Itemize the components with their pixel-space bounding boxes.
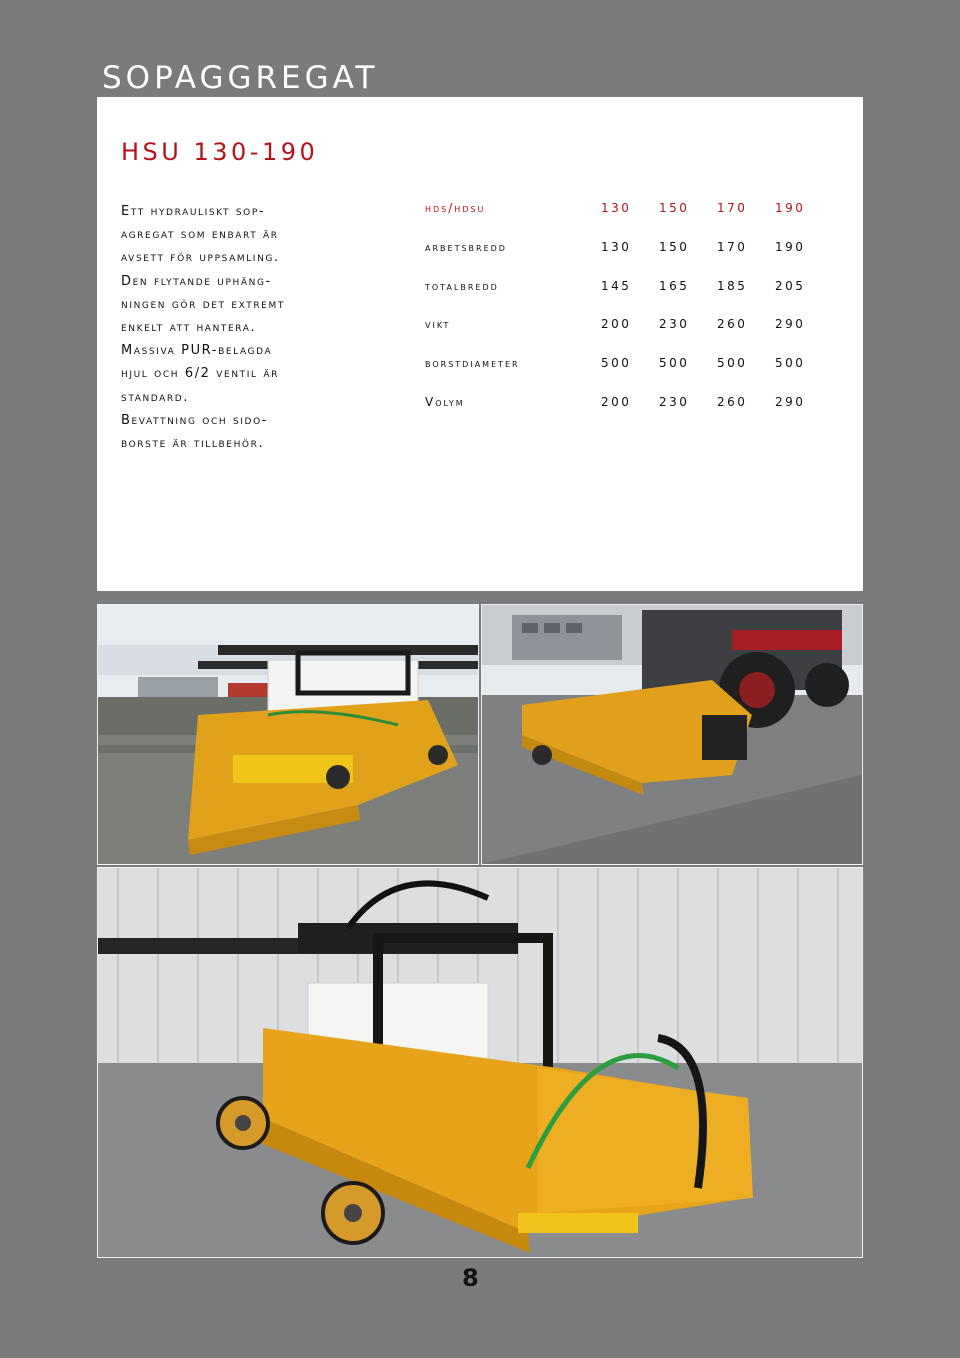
product-model-heading: HSU 130-190 [121, 138, 319, 166]
spec-value: 290 [775, 394, 806, 409]
sweeper-lifted-illustration [98, 605, 478, 864]
description-line: agregat som enbart är [121, 227, 279, 243]
spec-value: 205 [775, 278, 806, 293]
spec-value: 500 [601, 356, 632, 371]
spec-value: 130 [601, 239, 632, 254]
spec-row [425, 356, 833, 395]
spec-value: 290 [775, 317, 806, 332]
description-line: avsett för uppsamling. [121, 250, 280, 266]
spec-value: 260 [717, 394, 748, 409]
spec-value: 500 [717, 356, 748, 371]
content-panel [97, 97, 863, 591]
page-title: SOPAGGREGAT [102, 60, 379, 96]
spec-row [425, 395, 833, 434]
spec-table [425, 201, 833, 434]
description-line: borste är tillbehör. [121, 436, 265, 452]
spec-value: 165 [659, 278, 690, 293]
spec-label: totalbredd [425, 278, 499, 293]
description-line: Bevattning och sido- [121, 412, 269, 428]
spec-value: 200 [601, 394, 632, 409]
spec-value: 145 [601, 278, 632, 293]
sweeper-tractor-photo [482, 605, 862, 864]
description-line: enkelt att hantera. [121, 320, 257, 336]
spec-label: Volym [425, 394, 465, 409]
spec-row [425, 279, 833, 318]
sweeper-closeup-illustration [98, 868, 862, 1257]
spec-value: 190 [775, 239, 806, 254]
spec-header-value: 150 [659, 201, 690, 215]
spec-header-row [425, 201, 833, 240]
spec-value: 260 [717, 317, 748, 332]
spec-header-label: hds/hdsu [425, 201, 486, 215]
spec-header-value: 170 [717, 201, 748, 215]
sweeper-lifted-photo [98, 605, 478, 864]
spec-value: 185 [717, 278, 748, 293]
spec-value: 150 [659, 239, 690, 254]
spec-value: 230 [659, 317, 690, 332]
sweeper-closeup-photo [98, 868, 862, 1257]
spec-value: 170 [717, 239, 748, 254]
spec-label: borstdiameter [425, 356, 520, 371]
description-line: Ett hydrauliskt sop- [121, 204, 266, 219]
spec-row [425, 317, 833, 356]
spec-row [425, 240, 833, 279]
page-number: 8 [462, 1264, 479, 1292]
spec-label: arbetsbredd [425, 239, 507, 254]
spec-label: vikt [425, 317, 451, 332]
description-line: hjul och 6/2 ventil är [121, 366, 279, 382]
description-line: ningen gör det extremt [121, 296, 285, 312]
spec-value: 500 [775, 356, 806, 371]
sweeper-tractor-illustration [482, 605, 862, 864]
description-line: standard. [121, 389, 190, 405]
product-description [121, 200, 383, 455]
spec-value: 200 [601, 317, 632, 332]
spec-value: 500 [659, 356, 690, 371]
spec-value: 230 [659, 394, 690, 409]
description-line: Den flytande uphäng- [121, 273, 272, 289]
description-line: Massiva PUR-belagda [121, 343, 273, 359]
spec-header-value: 190 [775, 201, 806, 215]
spec-header-value: 130 [601, 201, 632, 215]
